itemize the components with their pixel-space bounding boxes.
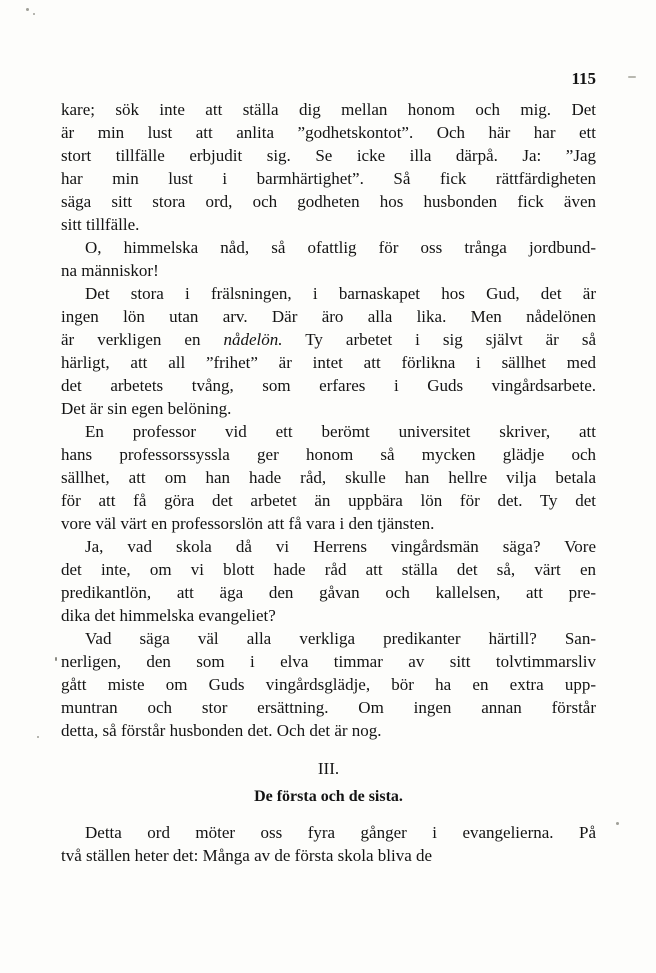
text-line: muntran och stor ersättning. Om ingen annan förstår <box>61 698 596 717</box>
text-line: na människor! <box>61 261 159 280</box>
chapter-number-heading: III. <box>317 759 340 778</box>
text-line: har min lust i barmhärtighet”. Så fick rättfärdigheten <box>61 169 596 188</box>
scan-speck <box>33 13 35 15</box>
paragraph <box>61 535 596 627</box>
scan-speck <box>616 822 619 825</box>
text-line: vore väl värt en professorslön att få vara i den tjänsten. <box>61 514 435 533</box>
chapter-title-heading: De första och de sista. <box>254 788 403 805</box>
paragraph <box>61 420 596 535</box>
scan-speck <box>628 76 636 78</box>
text-line: kare; sök inte att ställa dig mellan honom och mig. Det <box>61 100 596 119</box>
paragraph <box>61 236 596 282</box>
scan-speck <box>37 736 39 738</box>
text-line: är min lust att anlita ”godhetskontot”. Och här har ett <box>61 123 596 142</box>
text-line: är verkligen en nådelön. Ty arbetet i sig självt är så <box>61 330 596 349</box>
paragraph <box>61 98 596 236</box>
text-line: O, himmelska nåd, så ofattlig för oss trånga jordbund- <box>85 238 596 257</box>
text-line: stort tillfälle erbjudit sig. Se icke illa därpå. Ja: ”Jag <box>61 146 596 165</box>
text-line: hans professorssyssla ger honom så mycken glädje och <box>61 445 596 464</box>
text-line: för att få göra det arbetet än uppbära lön för det. Ty det <box>61 491 596 510</box>
text-block <box>61 98 596 867</box>
paragraph <box>61 282 596 420</box>
text-line: detta, så förstår husbonden det. Och det är nog. <box>61 721 382 740</box>
text-line: Vad säga väl alla verkliga predikanter härtill? San- <box>85 629 596 648</box>
text-line: Det är sin egen belöning. <box>61 399 232 418</box>
paragraph <box>61 627 596 742</box>
paragraph <box>61 821 596 867</box>
text-line: En professor vid ett berömt universitet skriver, att <box>85 422 596 441</box>
text-line: ingen lön utan arv. Där äro alla lika. Men nådelönen <box>61 307 596 326</box>
text-line: det inte, om vi blott hade råd att ställa det så, värt en <box>61 560 596 579</box>
text-line: predikantlön, att äga den gåvan och kallelsen, att pre- <box>61 583 596 602</box>
text-line: det arbetets tvång, som erfares i Guds vingårdsarbete. <box>61 376 596 395</box>
text-line: sitt tillfälle. <box>61 215 140 234</box>
text-line: två ställen heter det: Många av de första skola bliva de <box>61 846 433 865</box>
text-line: Det stora i frälsningen, i barnaskapet hos Gud, det är <box>85 284 596 303</box>
text-line: gått miste om Guds vingårdsglädje, bör ha en extra upp- <box>61 675 596 694</box>
italic-text: nådelön. <box>223 330 283 349</box>
text-line: härligt, att all ”frihet” är intet att förlikna i sällhet med <box>61 353 596 372</box>
text-line: säga sitt stora ord, och godheten hos husbonden fick även <box>61 192 596 211</box>
scan-speck <box>26 8 29 11</box>
text-line: Ja, vad skola då vi Herrens vingårdsmän säga? Vore <box>85 537 596 556</box>
text-line: Detta ord möter oss fyra gånger i evangelierna. På <box>85 823 596 842</box>
text-line: dika det himmelska evangeliet? <box>61 606 276 625</box>
page-number: 115 <box>571 69 596 88</box>
scan-speck <box>55 657 57 661</box>
text-line: nerligen, den som i elva timmar av sitt tolvtimmarsliv <box>61 652 596 671</box>
text-line: sällhet, att om han hade råd, skulle han hellre vilja betala <box>61 468 596 487</box>
